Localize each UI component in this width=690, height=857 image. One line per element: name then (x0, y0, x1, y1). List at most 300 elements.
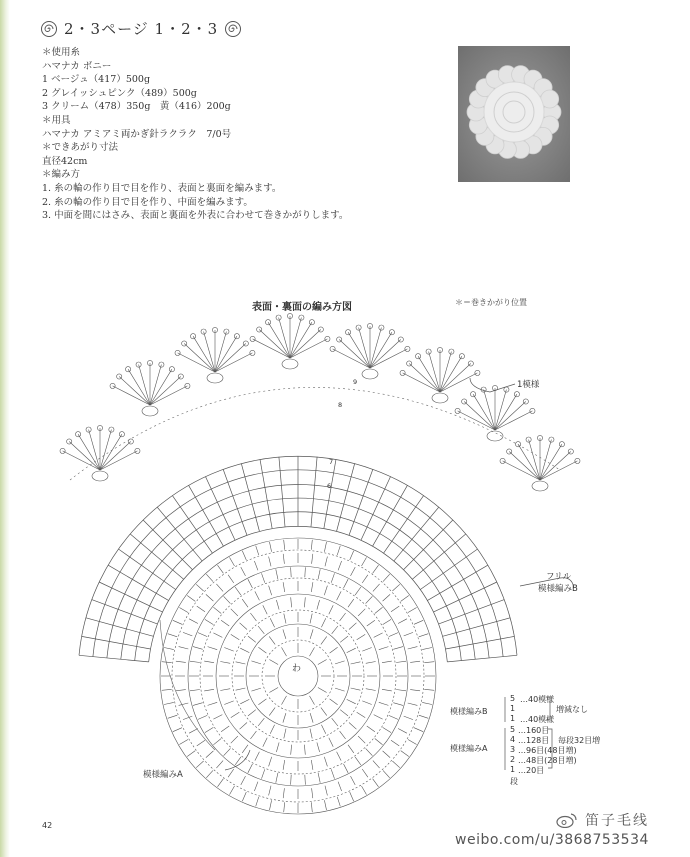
fan-stitch (509, 452, 540, 481)
stitch-mark (362, 786, 367, 795)
stitch-mark (196, 584, 203, 591)
stitch-mark (404, 632, 413, 636)
stitch-mark (206, 770, 213, 777)
stitch-mark (375, 607, 383, 613)
stitch-mark (366, 748, 373, 755)
stitch-mark (366, 689, 376, 691)
fan-stitch (484, 390, 495, 430)
picot (568, 449, 573, 454)
stitch-mark (283, 582, 285, 592)
fan-stitch (89, 430, 100, 470)
stitch-mark (422, 702, 432, 704)
stitch-mark (208, 702, 218, 705)
stitch-mark (389, 633, 398, 637)
stitch-mark (310, 614, 312, 624)
stitch-mark (269, 786, 271, 796)
stitch-mark (348, 745, 354, 753)
stitch-mark (284, 729, 286, 739)
table-row: 4 (510, 735, 516, 744)
materials-line: ＊用具 (42, 114, 71, 126)
stitch-mark (291, 597, 292, 607)
stitch-mark (310, 647, 315, 656)
label-pattern-a: 模様編みA (143, 770, 183, 780)
stitch-mark (284, 614, 286, 624)
stitch-mark (235, 587, 241, 595)
stitch-mark (242, 745, 248, 753)
fan-base (142, 406, 158, 416)
round-ring (200, 578, 396, 774)
materials-line: 直径42cm (42, 155, 88, 167)
stitch-mark (349, 623, 356, 630)
stitch-mark (183, 632, 192, 636)
stitch-mark (162, 689, 172, 690)
stitch-mark (383, 751, 391, 758)
stitch-mark (329, 738, 333, 747)
stitch-mark (220, 662, 230, 664)
stitch-mark (258, 718, 264, 726)
stitch-mark (383, 770, 390, 777)
fan-stitch (370, 340, 401, 369)
stitch-mark (240, 699, 249, 703)
stitch-mark (305, 567, 306, 577)
stitch-mark (228, 769, 234, 777)
row-number-8: 8 (338, 401, 343, 409)
label-frill-pattern: 模様編みB (538, 584, 578, 594)
frill-stitch (205, 476, 235, 540)
table-label-a: 模様編みA (450, 744, 488, 753)
stitch-mark (311, 802, 312, 812)
stitch-mark (240, 648, 249, 652)
stitch-mark (350, 551, 354, 560)
stitch-mark (391, 606, 399, 612)
stitch-mark (269, 708, 275, 716)
fan-stitch (69, 442, 100, 471)
stitch-mark (401, 751, 409, 757)
stitch-mark (198, 633, 207, 637)
stitch-mark (224, 748, 231, 755)
stitch-mark (276, 773, 278, 783)
stitch-mark (330, 647, 338, 653)
stitch-mark (304, 745, 305, 755)
fan-stitch (100, 442, 131, 471)
materials-line: 2. 糸の輪の作り目で目を作り、中面を編みます。 (42, 196, 253, 208)
stitch-mark (374, 715, 383, 720)
stitch-mark (283, 760, 285, 770)
stitch-mark (270, 725, 274, 734)
stitch-mark (318, 688, 327, 693)
table-note-a: 毎段32目増 (558, 736, 601, 745)
round-ring (160, 538, 436, 814)
stitch-mark (393, 647, 403, 650)
stitch-mark (373, 779, 379, 787)
frill-stitch (92, 600, 158, 624)
row-number-9: 9 (353, 378, 358, 386)
picot (182, 341, 187, 346)
frill-stitch (349, 469, 373, 535)
stitch-mark (164, 702, 174, 704)
stitch-mark (269, 660, 278, 665)
stitch-mark (391, 740, 399, 746)
stitch-mark (242, 599, 248, 607)
fan-stitch (100, 430, 111, 470)
fan-stitch (440, 352, 451, 392)
stitch-mark (321, 636, 327, 644)
stitch-mark (269, 586, 272, 596)
page-title: 2・3ページ 1・2・3 (64, 20, 219, 38)
table-row: 1 (510, 714, 516, 723)
stitch-mark (251, 661, 261, 664)
stitch-mark (269, 688, 278, 693)
stitch-mark (410, 661, 420, 662)
stitch-mark (414, 620, 423, 624)
stitch-mark (220, 689, 230, 691)
fan-stitch (440, 364, 471, 393)
label-one-motif: 1模様 (517, 380, 540, 390)
frill-stitch (434, 582, 497, 612)
stitch-mark (383, 574, 390, 581)
stitch-mark (256, 797, 259, 807)
stitch-mark (179, 647, 189, 649)
stitch-mark (383, 727, 392, 732)
frill-stitch (404, 520, 453, 570)
stitch-mark (311, 582, 313, 592)
stitch-mark (335, 661, 345, 664)
stitch-mark (213, 739, 221, 745)
stitch-mark (358, 609, 365, 616)
table-row: …40模様 (520, 695, 555, 704)
stitch-mark (236, 662, 246, 664)
stitch-mark (344, 764, 349, 773)
stitch-mark (340, 636, 348, 642)
stitch-mark (392, 584, 399, 591)
stitch-mark (248, 579, 253, 588)
stitch-mark (344, 579, 349, 588)
stitch-mark (325, 786, 327, 796)
stitch-mark (329, 605, 333, 614)
frill-stitch (143, 520, 192, 570)
stitch-mark (183, 716, 192, 720)
diagram-title: 表面・裏面の編み方図 (252, 302, 352, 313)
stitch-mark (338, 561, 342, 570)
frill-stitch (260, 459, 272, 528)
stitch-mark (332, 718, 338, 726)
table-row: 2 (510, 755, 516, 764)
watermark-url: weibo.com/u/3868753534 (455, 832, 649, 848)
sew-dashed-line (70, 387, 560, 480)
stitch-mark (351, 567, 356, 576)
stitch-mark (419, 634, 429, 637)
stitch-mark (362, 575, 368, 583)
table-row: 1 (510, 704, 516, 713)
fan-stitch (529, 440, 540, 480)
label-frill: フリル (546, 572, 572, 582)
stitch-mark (270, 618, 274, 627)
stitch-mark (263, 738, 267, 747)
stitch-mark (176, 661, 186, 662)
stitch-mark (375, 739, 383, 745)
stitch-mark (419, 715, 429, 718)
stitch-mark (213, 715, 222, 720)
stitch-mark (263, 605, 267, 614)
stitch-mark (162, 662, 172, 663)
stitch-mark (218, 565, 224, 573)
fan-stitch (150, 377, 181, 406)
table-note-b: 増減なし (556, 705, 588, 714)
stitch-mark (230, 786, 235, 795)
stitch-mark (206, 574, 213, 581)
table-row: 5 (510, 725, 516, 734)
stitch-mark (366, 596, 373, 603)
picot (523, 399, 528, 404)
stitch-mark (224, 596, 231, 603)
materials-line: 1 ベージュ（417）500g (42, 74, 151, 86)
stitch-mark (335, 688, 345, 691)
stitch-mark (176, 690, 186, 691)
stitch-mark (231, 736, 238, 743)
stitch-mark (240, 723, 247, 730)
stitch-mark (270, 800, 272, 810)
stitch-mark (198, 715, 207, 719)
stitch-mark (398, 619, 407, 624)
stitch-mark (270, 542, 272, 552)
stitch-mark (282, 647, 287, 656)
stitch-mark (197, 606, 205, 612)
stitch-mark (283, 788, 284, 798)
fan-stitch (409, 364, 440, 393)
stitch-mark (358, 736, 365, 743)
stitch-mark (367, 620, 375, 626)
stitch-mark (254, 782, 258, 791)
stitch-mark (338, 782, 342, 791)
stitch-mark (414, 728, 423, 732)
fan-base (432, 393, 448, 403)
stitch-mark (283, 554, 284, 564)
stitch-mark (311, 760, 313, 770)
fan-base (487, 431, 503, 441)
stitch-mark (332, 626, 338, 634)
stitch-mark (205, 727, 214, 732)
stitch-mark (242, 792, 246, 801)
stitch-mark (204, 661, 214, 663)
stitch-mark (168, 715, 178, 718)
stitch-mark (231, 634, 240, 639)
fan-base (362, 369, 378, 379)
stitch-mark (168, 634, 178, 637)
materials-line: 3. 中面を間にはさみ、表面と裏面を外表に合わせて巻きかがりします。 (42, 210, 349, 222)
stitch-mark (393, 703, 403, 706)
frill-stitch (446, 636, 515, 649)
stitch-mark (324, 757, 327, 767)
table-label-b: 模様編みB (450, 707, 488, 716)
fan-base (532, 481, 548, 491)
stitch-mark (318, 773, 320, 783)
stitch-mark (318, 660, 327, 665)
stitch-mark (325, 557, 327, 567)
stitch-mark (240, 623, 247, 630)
stitch-mark (310, 696, 315, 705)
page-number: 42 (42, 821, 53, 830)
stitch-mark (213, 633, 222, 638)
stitch-mark (398, 729, 407, 734)
stitch-mark (208, 647, 218, 650)
stitch-mark (404, 716, 413, 720)
stitch-mark (366, 662, 376, 664)
stitch-mark (205, 619, 214, 624)
stitch-mark (340, 613, 346, 621)
table-row: …96目(48目増) (518, 746, 577, 755)
stitch-mark (187, 596, 195, 602)
fan-stitch (495, 390, 506, 430)
fan-stitch (429, 352, 440, 392)
stitch-mark (256, 546, 259, 556)
stitch-mark (224, 648, 233, 652)
table-row: …160目 (518, 726, 550, 735)
stitch-mark (179, 703, 189, 705)
stitch-mark (291, 745, 292, 755)
stitch-mark (173, 620, 182, 624)
stitch-mark (331, 573, 334, 582)
stitch-mark (258, 647, 266, 653)
stitch-mark (179, 740, 188, 745)
stitch-mark (206, 751, 214, 758)
stitch-mark (255, 752, 260, 761)
stitch-mark (283, 629, 286, 639)
stitch-mark (190, 661, 200, 662)
materials-line: ＊使用糸 (42, 47, 81, 58)
stitch-mark (305, 775, 306, 785)
stitch-mark (351, 776, 356, 785)
stitch-mark (396, 690, 406, 691)
frill-stitch (79, 655, 149, 662)
table-row: 5 (510, 694, 516, 703)
stitch-mark (312, 554, 313, 564)
stitch-mark (189, 619, 198, 624)
frill-stitch (99, 582, 162, 612)
stitch-mark (204, 689, 214, 691)
stitch-mark (242, 551, 246, 560)
stitch-mark (228, 575, 234, 583)
materials-line: 1. 糸の輪の作り目で目を作り、表面と裏面を編みます。 (42, 182, 282, 194)
stitch-mark (206, 594, 214, 601)
stitch-mark (276, 742, 279, 752)
materials-line: 3 クリーム（478）350g 黄（416）200g (42, 101, 231, 113)
fan-stitch (495, 402, 526, 431)
stitch-mark (349, 723, 356, 730)
stitch-mark (324, 586, 327, 596)
stitch-mark (383, 594, 391, 601)
stitch-mark (408, 740, 417, 745)
stitch-mark (231, 712, 240, 717)
stitch-mark (382, 689, 392, 691)
stitch-mark (324, 542, 326, 552)
stitch-mark (216, 584, 223, 592)
stitch-mark (362, 557, 367, 566)
row-number-7: 7 (329, 458, 334, 466)
stitch-mark (250, 731, 256, 739)
fan-stitch (370, 328, 381, 368)
stitch-mark (351, 688, 361, 690)
table-row: …128目 (518, 736, 550, 745)
stitch-mark (408, 647, 418, 649)
materials-line: ＊できあがり寸法 (42, 142, 119, 154)
stitch-mark (355, 587, 361, 595)
materials-line: ハマナカ ボニー (42, 60, 112, 72)
weibo-logo-icon (556, 812, 578, 828)
legend-note: ＊＝巻きかがり位置 (455, 298, 527, 307)
table-row: 3 (510, 745, 516, 754)
stitch-mark (304, 597, 305, 607)
fan-stitch (279, 318, 290, 358)
stitch-mark (374, 633, 383, 638)
stitch-mark (197, 740, 205, 746)
stitch-mark (221, 620, 229, 626)
stitch-mark (269, 557, 271, 567)
watermark-handle: 笛子毛线 (585, 813, 649, 829)
stitch-mark (424, 689, 434, 690)
fan-stitch (540, 452, 571, 481)
stitch-mark (241, 567, 246, 576)
frill-stitch (324, 459, 336, 528)
frill-stitch (118, 549, 175, 589)
stitch-mark (331, 769, 334, 778)
stitch-mark (373, 584, 380, 592)
fan-stitch (259, 330, 290, 359)
stitch-mark (373, 761, 380, 769)
fan-stitch (290, 318, 301, 358)
stitch-mark (248, 636, 256, 642)
frill-stitch (130, 534, 183, 579)
stitch-mark (389, 715, 398, 719)
stitch-mark (408, 703, 418, 705)
stitch-mark (255, 591, 260, 600)
stitch-mark (189, 729, 198, 734)
stitch-mark (362, 769, 368, 777)
stitch-mark (196, 761, 203, 768)
stitch-mark (321, 618, 325, 627)
motif-leader-line (470, 378, 515, 392)
fan-stitch (150, 365, 161, 405)
stitch-mark (236, 688, 246, 690)
stitch-mark (392, 761, 399, 768)
stitch-mark (383, 619, 392, 624)
stitch-mark (282, 696, 287, 705)
stitch-mark (317, 600, 320, 610)
stitch-mark (347, 699, 356, 703)
stitch-mark (241, 776, 246, 785)
stitch-mark (213, 607, 221, 613)
stitch-mark (187, 751, 195, 757)
stitch-mark (269, 757, 272, 767)
fan-stitch (540, 440, 551, 480)
stitch-mark (367, 726, 375, 732)
fan-stitch (215, 344, 246, 373)
stitch-mark (276, 569, 278, 579)
stitch-mark (310, 729, 312, 739)
stitch-mark (258, 699, 266, 705)
stitch-mark (324, 800, 326, 810)
stitch-mark (291, 775, 292, 785)
stitch-mark (350, 792, 354, 801)
fan-stitch (184, 344, 215, 373)
stitch-mark (410, 690, 420, 691)
fan-base (207, 373, 223, 383)
stitch-mark (337, 546, 340, 556)
stitch-mark (231, 609, 238, 616)
stitch-mark (362, 701, 371, 705)
fan-stitch (464, 402, 495, 431)
stitch-mark (193, 703, 203, 706)
frill-stitch (439, 600, 505, 624)
